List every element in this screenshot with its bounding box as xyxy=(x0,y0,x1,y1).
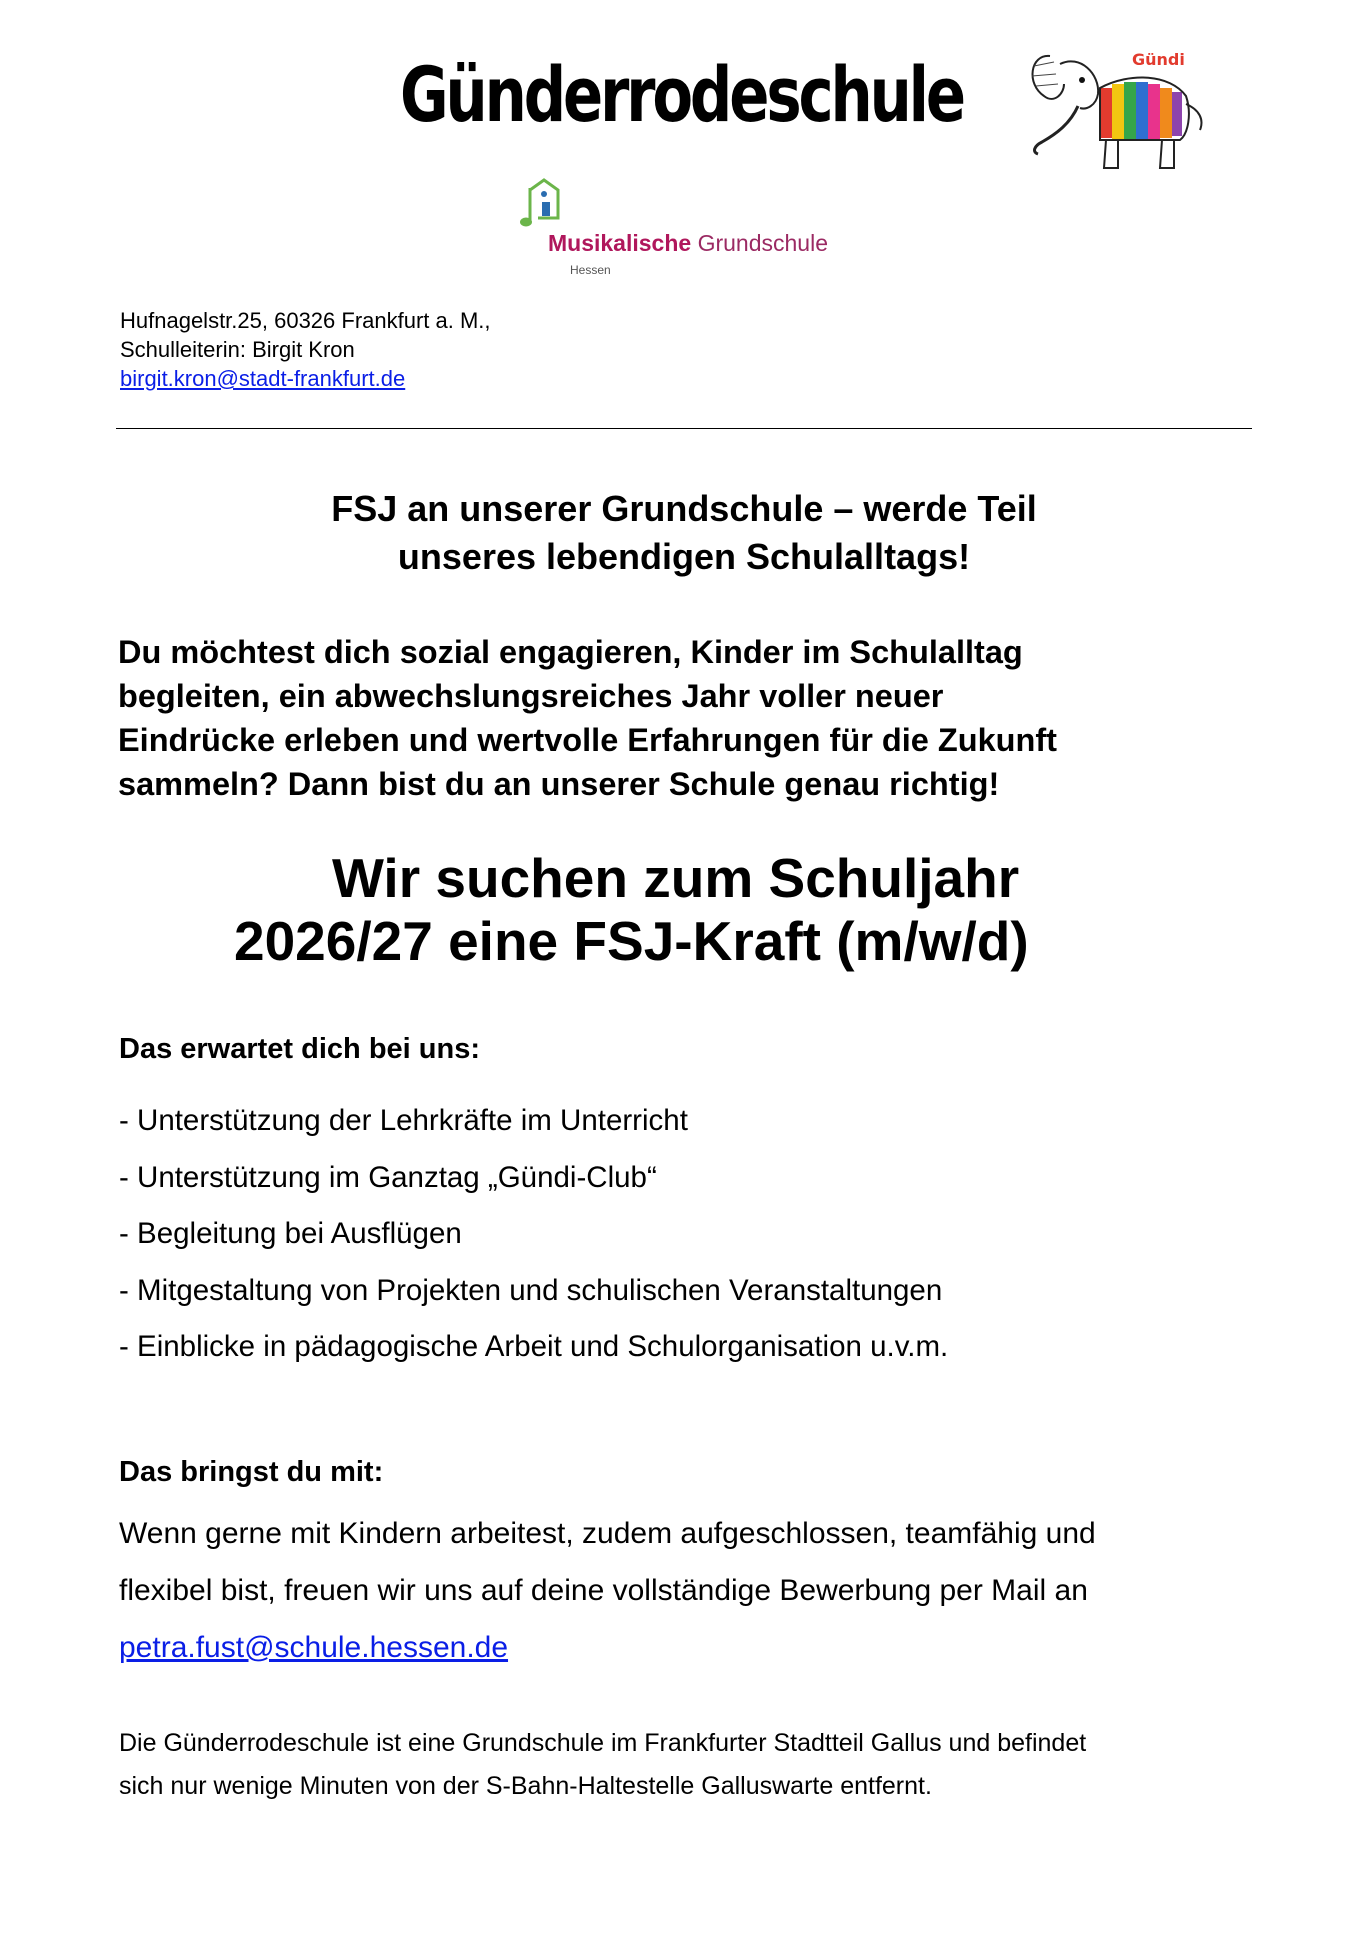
principal-name: Schulleiterin: Birgit Kron xyxy=(120,337,355,362)
music-school-logo xyxy=(520,178,840,278)
list-item: - Unterstützung der Lehrkräfte im Unterricht xyxy=(119,1104,688,1137)
expectations-list xyxy=(119,1098,948,1381)
mascot-logo xyxy=(1020,44,1220,174)
main-headline: FSJ an unserer Grundschule – werde Teil unseres lebendigen Schulalltags! xyxy=(331,488,1037,577)
school-address: Hufnagelstr.25, 60326 Frankfurt a. M., xyxy=(120,308,491,333)
music-house-icon xyxy=(520,178,580,238)
school-name: Günderrodeschule xyxy=(400,50,963,139)
intro-paragraph: Du möchtest dich sozial engagieren, Kinder im Schulalltag begleiten, ein abwechslungsreiches Jahr voller neuer Eindrücke erleben und wertvolle Erfahrungen für die Zukunft sammeln? Dann bist du an unserer Schule genau richtig! xyxy=(118,634,1058,802)
header-divider xyxy=(116,428,1252,429)
list-item: - Begleitung bei Ausflügen xyxy=(119,1217,462,1250)
application-email-link[interactable]: petra.fust@schule.hessen.de xyxy=(119,1631,509,1664)
announcement-line-1: Wir suchen zum Schuljahr xyxy=(332,847,1020,909)
principal-email-link[interactable]: birgit.kron@stadt-frankfurt.de xyxy=(120,366,406,391)
announcement-line-2: 2026/27 eine FSJ-Kraft (m/w/d) xyxy=(234,910,1029,972)
mascot-name: Gündi xyxy=(1132,50,1185,69)
list-item: - Unterstützung im Ganztag „Gündi-Club“ xyxy=(119,1160,657,1194)
elephant-icon xyxy=(1020,44,1220,174)
list-item: - Mitgestaltung von Projekten und schulischen Veranstaltungen xyxy=(119,1273,943,1307)
music-school-region: Hessen xyxy=(570,263,611,277)
expectations-heading: Das erwartet dich bei uns: xyxy=(119,1033,480,1065)
requirements-heading: Das bringst du mit: xyxy=(119,1456,384,1488)
school-address-block xyxy=(120,306,491,393)
list-item: - Einblicke in pädagogische Arbeit und Schulorganisation u.v.m. xyxy=(119,1330,949,1363)
requirements-paragraph: Wenn gerne mit Kindern arbeitest, zudem aufgeschlossen, teamfähig und flexibel bist, freuen wir uns auf deine vollständige Bewerbung per Mail an petra.fust@schule.hessen.de xyxy=(119,1517,1096,1664)
school-description: Die Günderrodeschule ist eine Grundschule im Frankfurter Stadtteil Gallus und befindet sich nur wenige Minuten von der S-Bahn-Haltestelle Galluswarte entfernt. xyxy=(119,1729,1087,1800)
music-school-label: Musikalische Grundschule xyxy=(548,230,828,256)
